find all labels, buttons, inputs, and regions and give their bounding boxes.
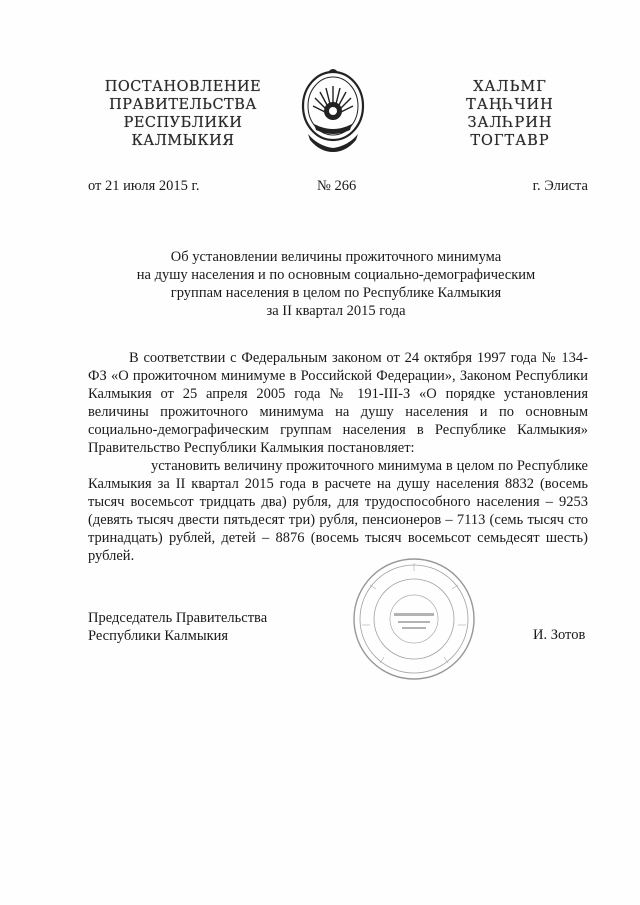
header-line: ПРАВИТЕЛЬСТВА — [109, 97, 257, 113]
document-title — [88, 248, 584, 320]
header-line: ТАҢҺЧИН — [466, 97, 554, 113]
title-line: на душу населения и по основным социально-демографическим — [136, 267, 536, 283]
header-line: ХАЛЬМГ — [473, 79, 547, 95]
title-line: Об установлении величины прожиточного минимума — [170, 249, 502, 265]
document-number: № 266 — [317, 178, 357, 194]
document-date: от 21 июля 2015 г. — [88, 178, 200, 194]
signatory-name: И. Зотов — [533, 627, 586, 643]
official-seal-icon — [350, 555, 478, 683]
kalmykia-coat-of-arms-icon — [298, 64, 368, 156]
position-line: Председатель Правительства — [88, 610, 268, 626]
document-body — [88, 349, 588, 565]
title-line: за II квартал 2015 года — [266, 303, 406, 319]
document-meta — [88, 178, 588, 198]
decree-paragraph: установить величину прожиточного минимума в целом по Республике Калмыкия за II квартал 2015 года в расчете на душу населения 8832 (восемь тысяч восемьсот тридцать два) рубля, для трудоспособного населения – 9253 (девять тысяч двести пятьдесят три) рубля, пенсионеров – 7113 (семь тысяч сто тринадцать) рублей, детей – 8876 (восемь тысяч восемьсот семьдесят шесть) рублей. — [88, 458, 588, 564]
title-line: группам населения в целом по Республике Калмыкия — [170, 285, 502, 301]
document-city: г. Элиста — [532, 178, 588, 194]
header-line: РЕСПУБЛИКИ — [123, 115, 243, 131]
position-line: Республики Калмыкия — [88, 628, 229, 644]
header-line: ТОГТАВР — [470, 133, 550, 149]
header-russian — [88, 78, 278, 150]
header-line: ЗАЛҺРИН — [467, 115, 553, 131]
preamble-paragraph: В соответствии с Федеральным законом от 24 октября 1997 года № 134-ФЗ «О прожиточном минимуме в Российской Федерации», Законом Республики Калмыкия от 25 апреля 2005 года № 191-III-З «О порядке установления величины прожиточного минимума на душу населения и по основным социально-демографическим группам населения в Республике Калмыкия» Правительство Республики Калмыкия постановляет: — [88, 350, 588, 456]
header-kalmyk — [445, 78, 575, 150]
header-line: ПОСТАНОВЛЕНИЕ — [104, 79, 262, 95]
header-line: КАЛМЫКИЯ — [131, 133, 235, 149]
signatory-position — [88, 609, 267, 645]
